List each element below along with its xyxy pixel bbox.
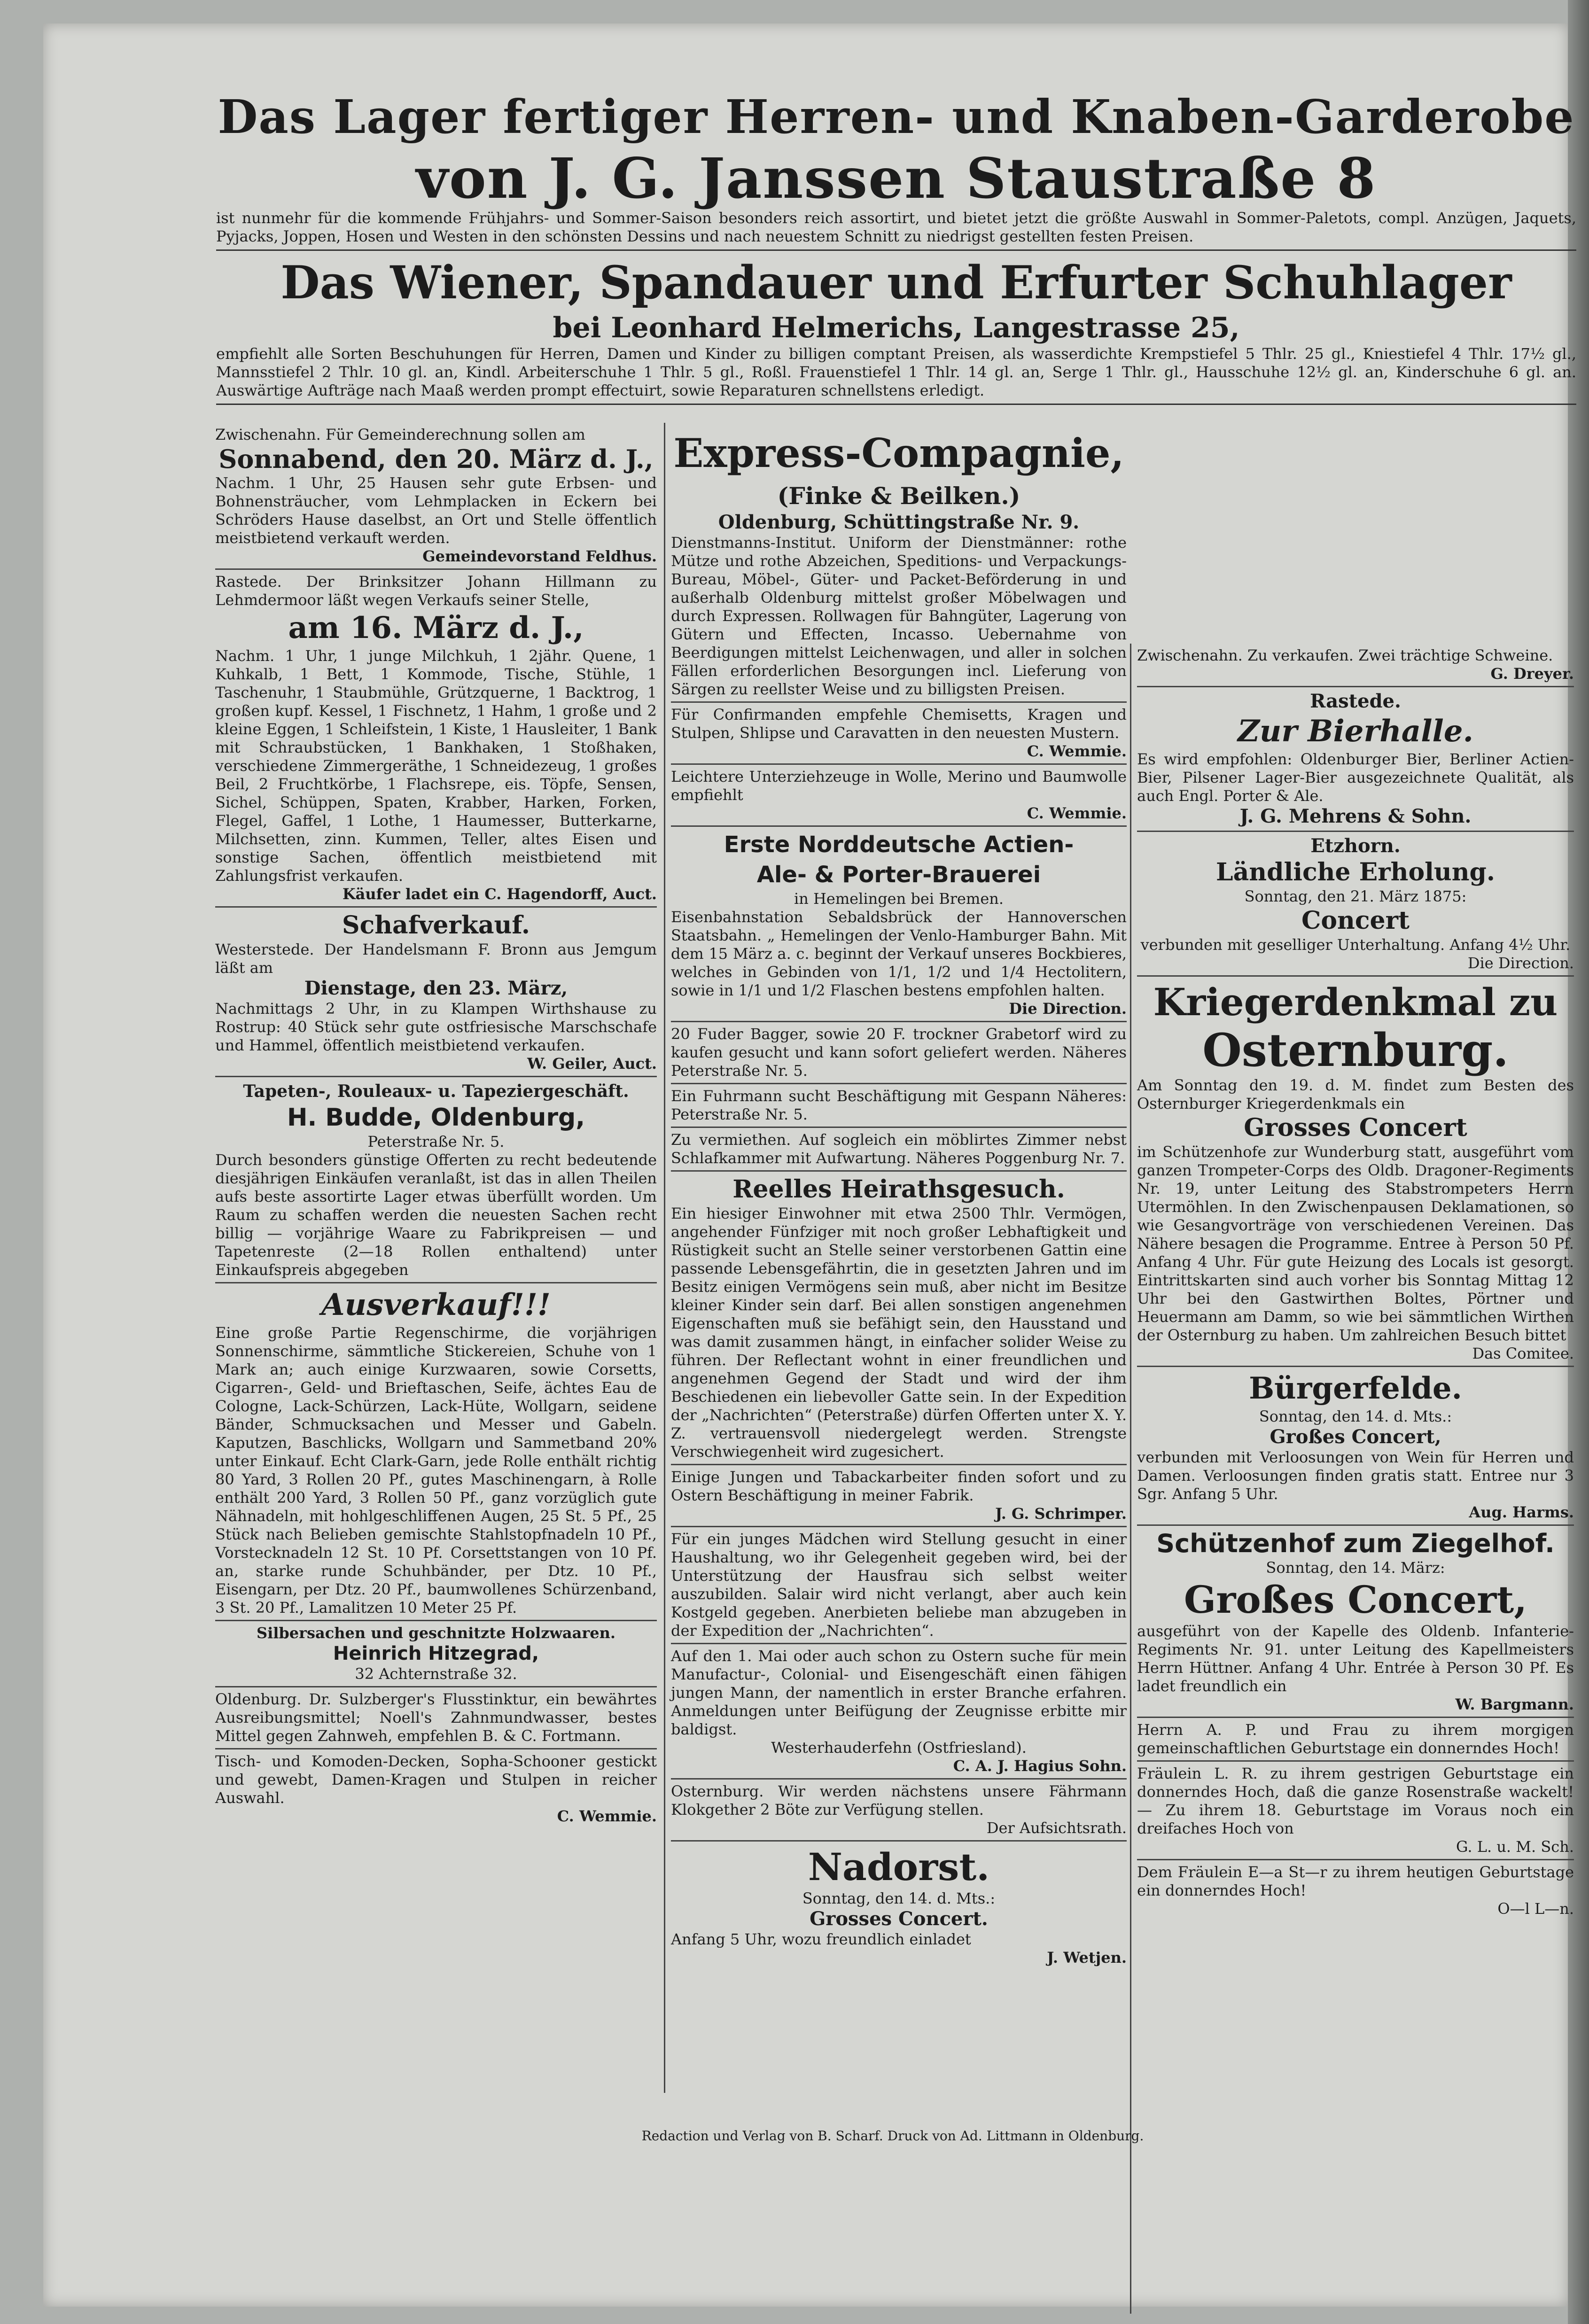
ad-city: Oldenburg, Schüttingstraße Nr. 9. (718, 511, 1080, 533)
ad-text: Oldenburg. Dr. Sulzberger's Flusstinktur, ein bewährtes Ausreibungsmittel; Noell's Zahnmundwasser, bestes Mittel gegen Zahnweh, empfehlen B. & C. Fortmann. (215, 1690, 657, 1745)
ad-title: Erste Norddeutsche Actien- (724, 832, 1074, 858)
ad-signature: W. Geiler, Auct. (527, 1055, 657, 1073)
ad-dreyer (1137, 644, 1574, 687)
ad-address: 32 Achternstraße 32. (355, 1665, 517, 1683)
ad-name: H. Budde, Oldenburg, (287, 1104, 585, 1132)
ad-signature: J. G. Schrimper. (995, 1505, 1127, 1523)
ad-text: Grosses Concert. (810, 1908, 988, 1930)
ad-bierhalle (1137, 687, 1574, 832)
ad-text: Nachmittags 2 Uhr, in zu Klampen Wirthshause zu Rostrup: 40 Stück sehr gute ostfriesische Marschschafe und Hammel, öffentlich meistbietend verkaufen. (215, 1000, 657, 1054)
ad-concert: Großes Concert, (1184, 1578, 1527, 1622)
ad-text: Zwischenahn. Zu verkaufen. Zwei trächtige Schweine. (1137, 646, 1553, 664)
ad-unterziehzeuge (671, 765, 1127, 827)
ad-ap (1137, 1718, 1574, 1762)
ad-text: Für ein junges Mädchen wird Stellung gesucht in einer Haushaltung, wo ihr Gelegenheit gegeben wird, bei der Unterstützung der Hausfrau sich selbst weiter auszubilden. Salair wird nicht verlangt, aber auch kein Kostgeld gegeben. Anerbieten beliebe man abzugeben in der Expedition der „Nachrichten“. (671, 1530, 1127, 1640)
ad-signature: Käufer ladet ein C. Hagendorff, Auct. (342, 885, 657, 903)
ad-text: Zwischenahn. Für Gemeinderechnung sollen am (215, 426, 585, 443)
ad-title: Ausverkauf!!! (321, 1287, 551, 1322)
ad-signature: Die Direction. (1009, 1000, 1127, 1018)
ad-boete (671, 1780, 1127, 1842)
ad-text: Eine große Partie Regenschirme, die vorjährigen Sonnenschirme, sämmtliche Stickereien, Schuhe von 1 Mark an; auch einige Kurzwaaren, sowie Corsetts, Cigarren-, Geld- und Brieftaschen, Seife, ächtes Eau de Cologne, Lack-Schürzen, Lack-Hüte, Wollgarn, seidene Bänder, Schmucksachen und Messer und Gabeln. Kaputzen, Baschlicks, Wollgarn und Sammetband 20% unter Einkauf. Echt Clark-Garn, jede Rolle enthält richtig 80 Yard, 3 Rollen 20 Pf., gutes Maschinengarn, à Rolle enthält 200 Yard, 3 Rollen 50 Pf., ganz vorzüglich gute Nähnadeln, mit hohlgeschliffenen Augen, 25 St. 5 Pf., 25 Stück nach Belieben gemischte Stahlstopfnadeln 10 Pf., Vorstecknadeln 12 St. 10 Pf. Corsettstangen von 10 Pf. an, starke runde Schuhbänder, per Dtz. 10 Pf., Eisengarn, per Dtz. 20 Pf., baumwollenes Schürzenband, 3 St. 20 Pf., Lamalitzen 10 Meter 25 Pf. (215, 1324, 657, 1617)
ad-title: Ländliche Erholung. (1216, 858, 1495, 886)
ad-text: Für Confirmanden empfehle Chemisetts, Kragen und Stulpen, Shlipse und Caravatten in den neuesten Mustern. (671, 706, 1127, 742)
imprint-footer: Redaction und Verlag von B. Scharf. Druck von Ad. Littmann in Oldenburg. (641, 2128, 1144, 2144)
schuh-sub: bei Leonhard Helmerichs, Langestrasse 25, (553, 311, 1240, 344)
ad-bagger (671, 1022, 1127, 1084)
ad-schafverkauf (215, 908, 657, 1077)
ad-ausverkauf (215, 1283, 657, 1621)
ad-title: Kriegerdenkmal zu (1153, 980, 1558, 1024)
ad-text: Ein Fuhrmann sucht Beschäftigung mit Gespann Näheres: Peterstraße Nr. 5. (671, 1087, 1127, 1123)
ad-text: Rastede. Der Brinksitzer Johann Hillmann zu Lehmdermoor läßt wegen Verkaufs seiner Stelle, (215, 573, 657, 609)
ad-title: Express-Compagnie, (673, 430, 1124, 476)
ad-date: Sonntag, den 14. März: (1266, 1559, 1445, 1577)
schuh-title: Das Wiener, Spandauer und Erfurter Schuhlager (280, 256, 1512, 309)
schuh-text: empfiehlt alle Sorten Beschuhungen für Herren, Damen und Kinder zu billigen comptant Preisen, als wasserdichte Krempstiefel 5 Thlr. 25 gl., Kniestiefel 4 Thlr. 17½ gl., Mannsstiefel 2 Thlr. 10 gl. an, Kindl. Arbeiterschuhe 1 Thlr. 5 gl., Roßl. Frauenstiefel 1 Thlr. 14 gl. an, Serge 1 Thlr. gl., Hausschuhe 12½ gl. an, Kinderschuhe 6 gl. an. Auswärtige Aufträge nach Maaß werden prompt effectuirt, sowie Reparaturen schnellstens erledigt. (216, 345, 1576, 399)
ad-kriegerdenkmal (1137, 977, 1574, 1367)
ad-text: Tisch- und Komoden-Decken, Sopha-Schooner gestickt und gewebt, Damen-Kragen und Stulpen in reicher Auswahl. (215, 1752, 657, 1807)
ad-text: Anfang 5 Uhr, wozu freundlich einladet (671, 1930, 971, 1948)
ad-rastede (215, 570, 657, 908)
ad-signature: Die Direction. (1467, 954, 1574, 972)
ad-heirathsgesuch (671, 1172, 1127, 1465)
ad-title: Bürgerfelde. (1249, 1371, 1462, 1406)
column-3 (1137, 644, 1574, 1921)
ad-title: Osternburg. (1202, 1024, 1509, 1077)
ad-text: Leichtere Unterziehzeuge in Wolle, Merino und Baumwolle empfiehlt (671, 768, 1127, 804)
ad-date: Sonntag, den 14. d. Mts.: (1259, 1407, 1452, 1425)
ad-signature: C. A. J. Hagius Sohn. (953, 1757, 1127, 1775)
ad-text: Durch besonders günstige Offerten zu recht bedeutende diesjährigen Einkäufen veranlaßt, ist das in allen Theilen aufs beste assortirte Lager etwas überfüllt worden. Um Raum zu schaffen werden die neuesten Sachen recht billig — vorjährige Waare zu Fabrikpreisen — und Tapetenreste (2—18 Rollen enthaltend) unter Einkaufspreis abgegeben (215, 1151, 657, 1279)
column-divider-1 (664, 423, 665, 2093)
ad-text: Auf den 1. Mai oder auch schon zu Ostern suche für mein Manufactur-, Colonial- und Eisengeschäft einen fähigen jungen Mann, der namentlich in erster Branche erfahren. Anmeldungen unter Beifügung der Zeugnisse erbitte mir baldigst. (671, 1647, 1127, 1738)
ad-signature: C. Wemmie. (1027, 742, 1127, 760)
ad-confirmanden (671, 703, 1127, 765)
ad-text: Einige Jungen und Tabackarbeiter finden sofort und zu Ostern Beschäftigung in meiner Fabrik. (671, 1468, 1127, 1504)
ad-title: Ale- & Porter-Brauerei (756, 862, 1041, 888)
ad-title: Schafverkauf. (342, 911, 530, 940)
ad-city: in Hemelingen bei Bremen. (794, 890, 1004, 908)
ad-zwischenahn (215, 423, 657, 570)
ad-text: Nachm. 1 Uhr, 1 junge Milchkuh, 1 2jähr. Quene, 1 Kuhkalb, 1 Bett, 1 Kommode, Tische, Stühle, 1 Taschenuhr, 1 Staubmühle, Grützquerne, 1 Backtrog, 1 großen kupf. Kessel, 1 Fischnetz, 1 Hahm, 1 große und 2 kleine Eggen, 1 Schleifstein, 1 Kiste, 1 Hausleiter, 1 Bank mit Schraubstücken, 1 Bankhaken, 1 Stoßhaken, verschiedene Zimmergeräthe, 1 Schneidezeug, 1 großes Beil, 2 Fruchtkörbe, 1 Flachsrepe, eis. Töpfe, Sensen, Sichel, Schüppen, Spaten, Krabber, Harken, Forken, Flegel, Gaffel, 1 Lothe, 1 Haumesser, Butterkarne, Milchsetten, zinn. Kummen, Teller, altes Eisen und sonstige Sachen, öffentlich meistbietend mit Zahlungsfrist verkaufen. (215, 647, 657, 885)
ad-text: Eisenbahnstation Sebaldsbrück der Hannoverschen Staatsbahn. „ Hemelingen der Venlo-Hamburger Bahn. Mit dem 15 März a. c. beginnt der Verkauf unseres Bockbieres, welches in Gebinden von 1/1, 1/2 und 1/4 Hectolitern, sowie in 1/1 und 1/2 Flaschen bestens empfohlen halten. (671, 908, 1127, 999)
ad-text: im Schützenhofe zur Wunderburg statt, ausgeführt vom ganzen Trompeter-Corps des Oldb. Dragoner-Regiments Nr. 19, unter Leitung des Stabstrompeters Herrn Utermöhlen. In den Zwischenpausen Deklamationen, so wie Gesangvorträge von verschiedenen Vereinen. Das Nähere besagen die Programme. Entree à Person 50 Pf. Anfang 4 Uhr. Für gute Heizung des Locals ist gesorgt. Eintrittskarten sind auch vorher bis Sonntag Mittag 12 Uhr bei den Gastwirthen Boltes, Pörtner und Heuermann am Damm, so wie bei sämmtlichen Wirthen der Osternburg zu haben. Um zahlreichen Besuch bittet (1137, 1143, 1574, 1344)
ad-text: Dienstmanns-Institut. Uniform der Dienstmänner: rothe Mütze und rothe Abzeichen, Speditions- und Verpackungs-Bureau, Möbel-, Güter- und Packet-Beförderung in und außerhalb Oldenburg mittelst großer Möbelwagen und durch Expressen. Rollwagen für Bahngüter, Lagerung von Gütern und Effecten, Incasso. Uebernahme von Beerdigungen mittelst Leichenwagen, und aller in solchen Fällen erforderlichen Besorgungen incl. Lieferung von Särgen zu reellster Weise und zu billigsten Preisen. (671, 534, 1127, 698)
ad-text: Dem Fräulein E—a St—r zu ihrem heutigen Geburtstage ein donnerndes Hoch! (1137, 1863, 1574, 1899)
ad-sulzberger (215, 1687, 657, 1749)
ad-express (671, 423, 1127, 703)
ad-place: Westerhauderfehn (Ostfriesland). (771, 1739, 1027, 1757)
column-2 (671, 423, 1127, 1970)
ad-address: Peterstraße Nr. 5. (367, 1133, 505, 1150)
ad-buergerfelde (1137, 1367, 1574, 1526)
ad-brauerei (671, 827, 1127, 1022)
ad-concert: Grosses Concert (1244, 1113, 1467, 1142)
ad-lr (1137, 1762, 1574, 1860)
ad-concert: Großes Concert, (1270, 1426, 1441, 1448)
column-divider-2 (1130, 644, 1131, 2314)
ad-ziegelhof (1137, 1526, 1574, 1718)
ad-ea (1137, 1860, 1574, 1921)
ad-place: Etzhorn. (1310, 835, 1401, 857)
ad-date: Sonntag, den 21. März 1875: (1244, 887, 1467, 905)
ad-signature: Gemeindevorstand Feldhus. (422, 547, 657, 565)
ad-signature: C. Wemmie. (1027, 804, 1127, 822)
ad-signature: Das Comitee. (1472, 1345, 1574, 1362)
ad-signature: W. Bargmann. (1455, 1695, 1574, 1713)
ad-text: Herrn A. P. und Frau zu ihrem morgigen gemeinschaftlichen Geburtstage ein donnerndes Hoch! (1137, 1721, 1574, 1757)
ad-vermiethen (671, 1128, 1127, 1172)
ad-date: Sonnabend, den 20. März d. J., (218, 444, 654, 474)
ad-text: Nachm. 1 Uhr, 25 Hausen sehr gute Erbsen- und Bohnensträucher, vom Lehmplacken in Eckern bei Schröders Hause daselbst, an Ort und Stelle öffentlich meistbietend verkauft werden. (215, 474, 657, 547)
ad-subtitle: (Finke & Beilken.) (777, 482, 1020, 510)
ad-text: Silbersachen und geschnitzte Holzwaaren. (256, 1624, 616, 1642)
ad-hagius (671, 1644, 1127, 1780)
ad-title: Zur Bierhalle. (1238, 714, 1473, 749)
ad-budde (215, 1077, 657, 1283)
header-line2: von J. G. Janssen Staustraße 8 (416, 146, 1377, 211)
ad-date: am 16. März d. J., (288, 610, 584, 645)
ad-date: Dienstage, den 23. März, (304, 977, 568, 999)
ad-text: Westerstede. Der Handelsmann F. Bronn aus Jemgum läßt am (215, 940, 657, 977)
ad-fuhrmann (671, 1084, 1127, 1128)
ad-signature: G. L. u. M. Sch. (1456, 1838, 1574, 1856)
ad-signature: J. G. Mehrens & Sohn. (1239, 805, 1472, 827)
header-text: ist nunmehr für die kommende Frühjahrs- und Sommer-Saison besonders reich assortirt, und bietet jetzt die größte Auswahl in Sommer-Paletots, compl. Anzügen, Jaquets, Pyjacks, Joppen, Hosen und Westen in den schönsten Dessins und nach neuestem Schnitt zu niedrigst gestellten festen Preisen. (216, 209, 1576, 245)
ad-signature: Der Aufsichtsrath. (986, 1819, 1127, 1837)
ad-text: verbunden mit Verloosungen von Wein für Herren und Damen. Verloosungen finden gratis statt. Entree nur 3 Sgr. Anfang 5 Uhr. (1137, 1448, 1574, 1503)
ad-text: ausgeführt von der Kapelle des Oldenb. Infanterie-Regiments Nr. 91. unter Leitung des Kapellmeisters Herrn Hüttner. Anfang 4 Uhr. Entrée à Person 30 Pf. Es ladet freundlich ein (1137, 1622, 1574, 1695)
column-1 (215, 423, 657, 1828)
page-header (216, 87, 1576, 409)
ad-text: Osternburg. Wir werden nächstens unsere Fährmann Klokgether 2 Böte zur Verfügung stellen. (671, 1782, 1127, 1819)
ad-title: Tapeten-, Rouleaux- u. Tapeziergeschäft. (243, 1081, 629, 1101)
ad-text: Ein hiesiger Einwohner mit etwa 2500 Thlr. Vermögen, angehender Fünfziger mit noch großer Lebhaftigkeit und Rüstigkeit sucht an Stelle seiner verstorbenen Gattin eine passende Lebensgefährtin, die in gesetzten Jahren und im Besitz einigen Vermögens sein muß, aber nicht im Besitze kleiner Kinder sein darf. Bei allen sonstigen angenehmen Eigenschaften muß sie befähigt sein, den Hausstand und was damit zusammen hängt, in einfacher solider Weise zu führen. Der Reflectant wohnt in einer freundlichen und angenehmen Gegend der Stadt und wird der ihm Beschiedenen ein liebevoller Gatte sein. In der Expedition der „Nachrichten“ (Peterstraße) dürfen Offerten unter X. Y. Z. vertrauensvoll niedergelegt werden. Strengste Verschwiegenheit wird zugesichert. (671, 1205, 1127, 1461)
ad-text: 20 Fuder Bagger, sowie 20 F. trockner Grabetorf wird zu kaufen gesucht und kann sofort geliefert werden. Näheres Peterstraße Nr. 5. (671, 1025, 1127, 1080)
ad-signature: J. Wetjen. (1047, 1949, 1127, 1966)
ad-signature: G. Dreyer. (1490, 665, 1574, 683)
ad-concert: Concert (1301, 906, 1410, 935)
ad-wemmie-decken (215, 1749, 657, 1828)
ad-nadorst (671, 1842, 1127, 1970)
ad-hitzegrad (215, 1621, 657, 1687)
ad-signature: C. Wemmie. (557, 1807, 657, 1825)
ad-title: Schützenhof zum Ziegelhof. (1156, 1529, 1555, 1558)
ad-name: Heinrich Hitzegrad, (333, 1643, 539, 1664)
ad-text: Fräulein L. R. zu ihrem gestrigen Geburtstage ein donnerndes Hoch, daß die ganze Rosenstraße wackelt! — Zu ihrem 18. Geburtstage im Voraus noch ein dreifaches Hoch von (1137, 1764, 1574, 1837)
ad-signature: O—l L—n. (1497, 1900, 1574, 1918)
ad-date: Sonntag, den 14. d. Mts.: (802, 1889, 996, 1907)
ad-signature: Aug. Harms. (1469, 1503, 1574, 1521)
ad-text: Zu vermiethen. Auf sogleich ein möblirtes Zimmer nebst Schlafkammer mit Aufwartung. Näheres Poggenburg Nr. 7. (671, 1131, 1127, 1167)
ad-text: verbunden mit geselliger Unterhaltung. Anfang 4½ Uhr. (1140, 936, 1571, 954)
ad-place: Rastede. (1310, 690, 1401, 712)
header-line1: Das Lager fertiger Herren- und Knaben-Garderobe (218, 90, 1575, 144)
ad-erholung (1137, 832, 1574, 977)
ad-tabackarbeiter (671, 1465, 1127, 1527)
ad-text: Am Sonntag den 19. d. M. findet zum Besten des Osternburger Kriegerdenkmals ein (1137, 1076, 1574, 1112)
ad-maedchen (671, 1527, 1127, 1644)
ad-title: Nadorst. (808, 1845, 990, 1889)
ad-title: Reelles Heirathsgesuch. (732, 1175, 1065, 1204)
ad-text: Es wird empfohlen: Oldenburger Bier, Berliner Actien-Bier, Pilsener Lager-Bier ausgezeichnete Qualität, als auch Engl. Porter & Ale. (1137, 750, 1574, 805)
